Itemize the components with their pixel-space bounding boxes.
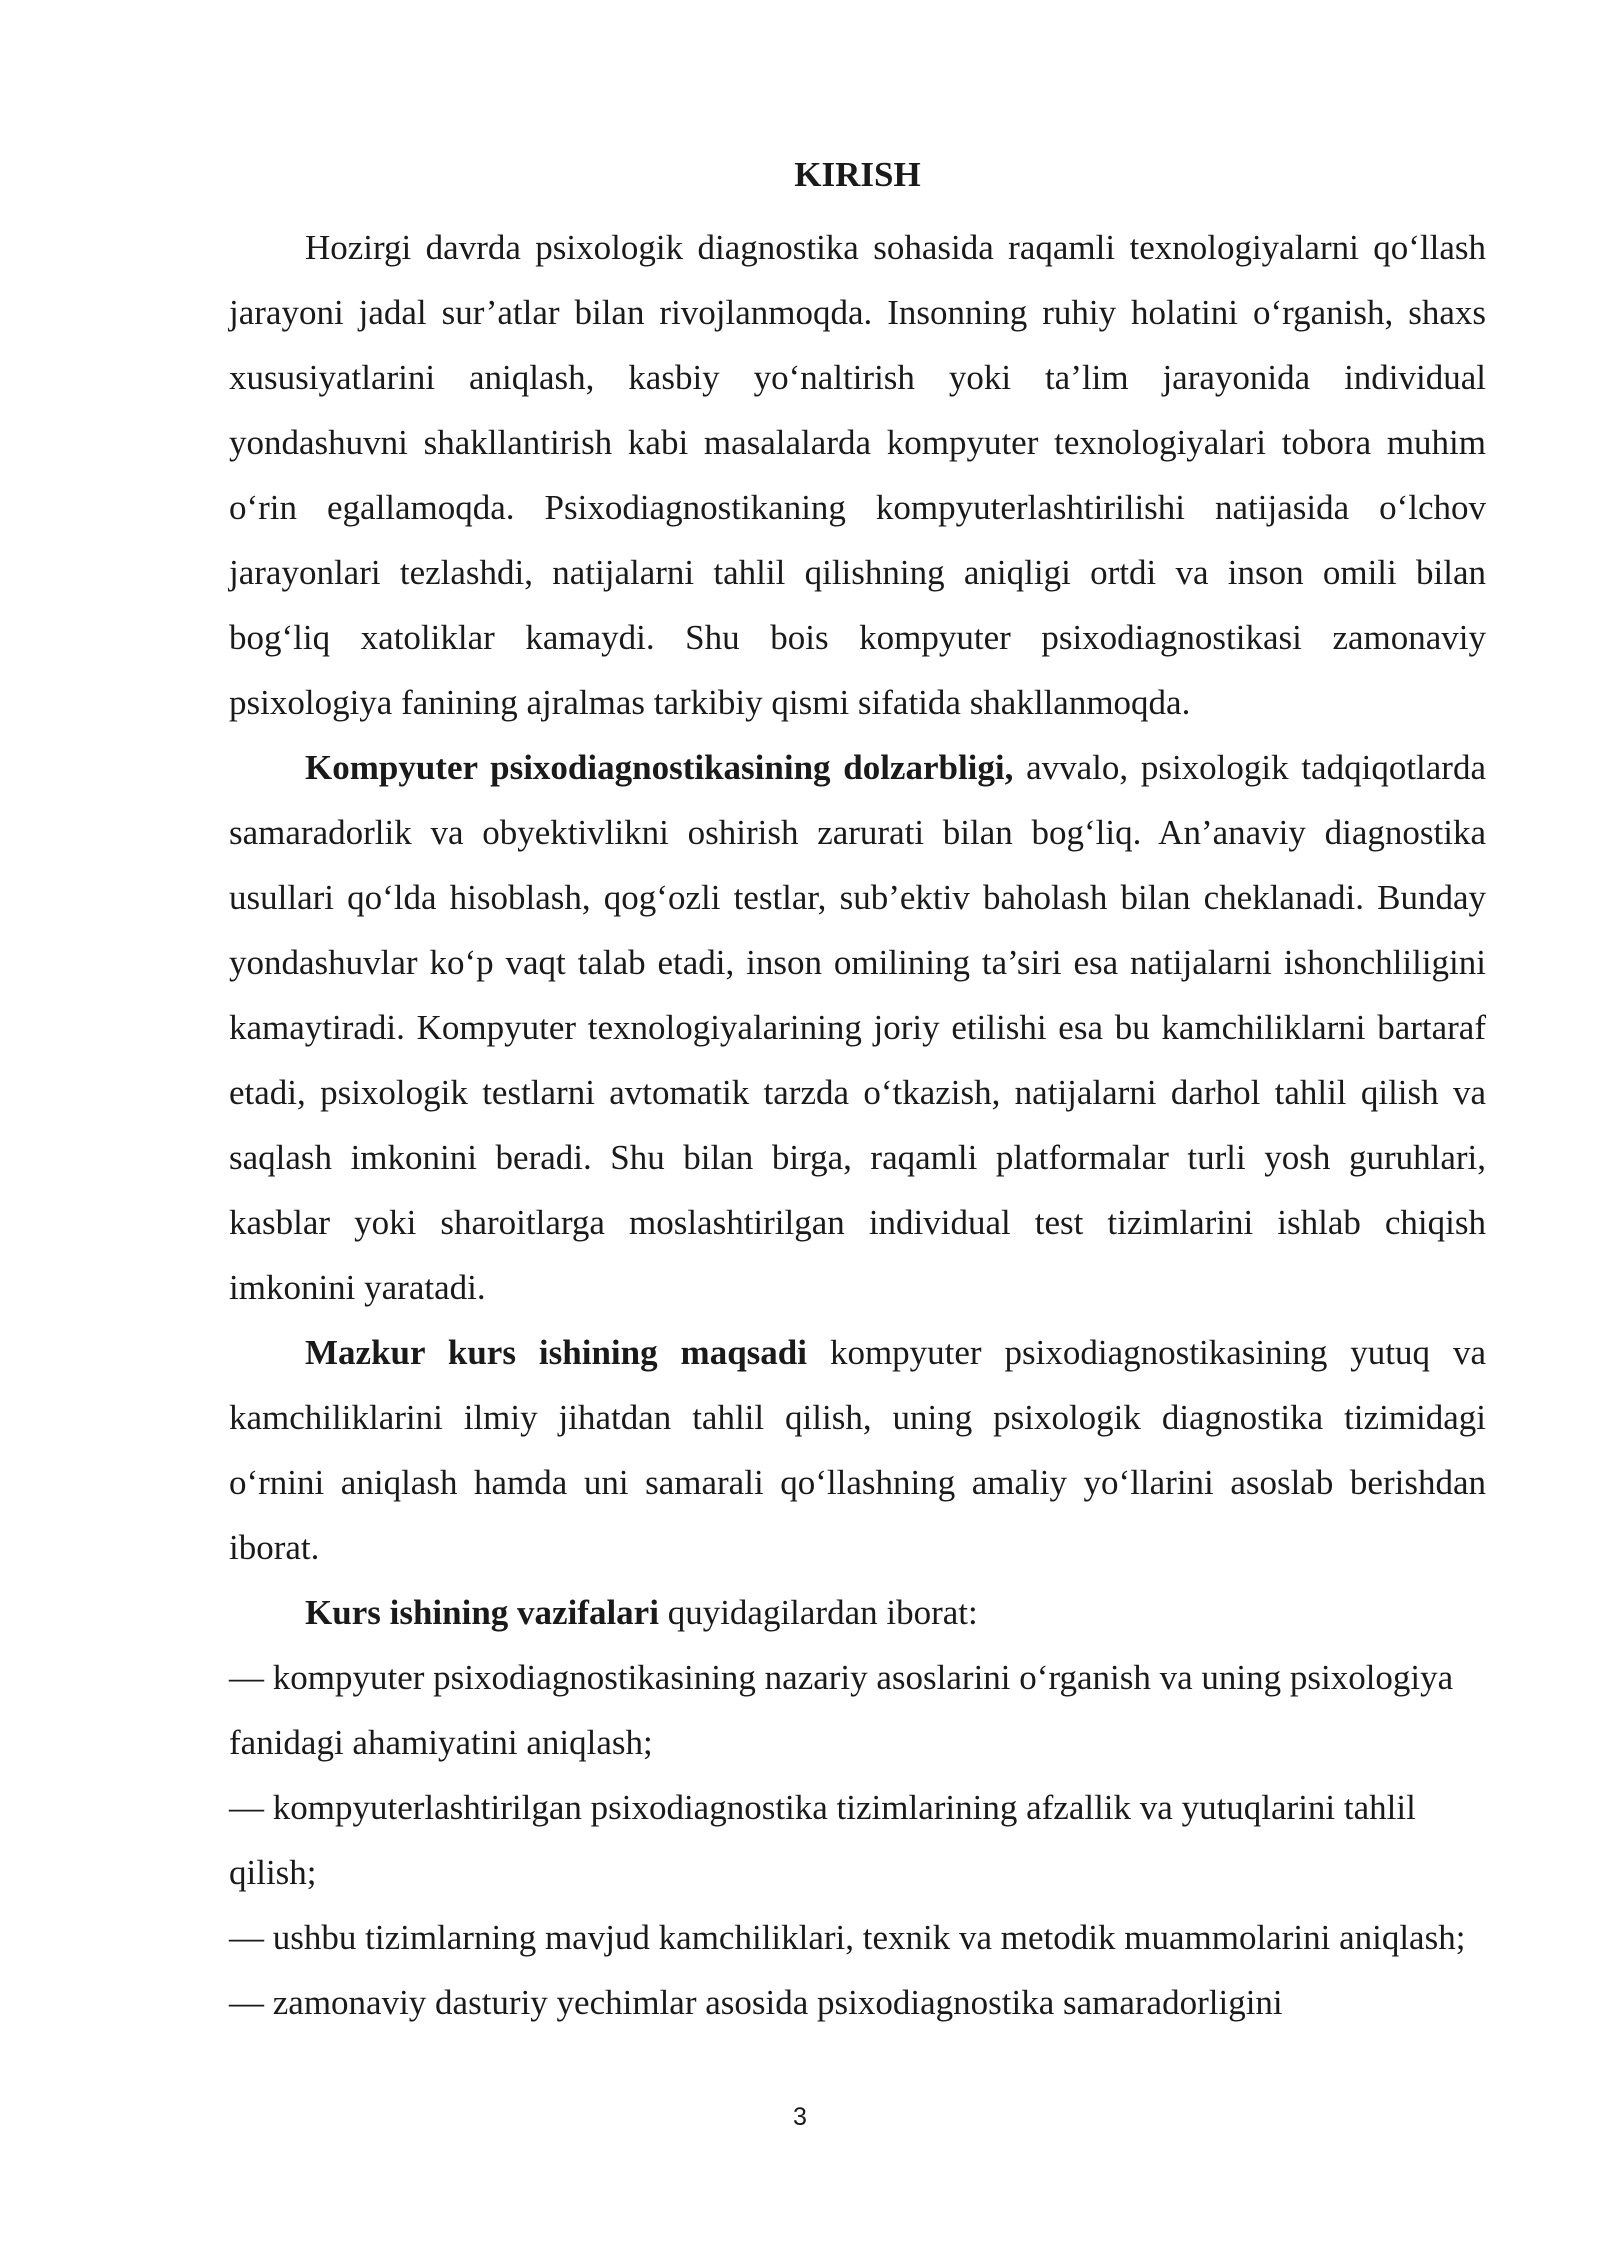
paragraph-text: avvalo, psixologik tadqiqotlarda samaradorlik va obyektivlikni oshirish zarurati bilan bog‘liq. An’anaviy diagnostika usullari qo‘lda hisoblash, qog‘ozli testlar, sub’ektiv baholash bilan cheklanadi. Bunday yondashuvlar ko‘p vaqt talab etadi, inson omilining ta’siri esa natijalarni ishonchliligini kamaytiradi. Kompyuter texnologiyalarining joriy etilishi esa bu kamchiliklarni bartaraf etadi, psixologik testlarni avtomatik tarzda o‘tkazish, natijalarni darhol tahlil qilish va saqlash imkonini beradi. Shu bilan birga, raqamli platformalar turli yosh guruhlari, kasblar yoki sharoitlarga moslashtirilgan individual test tizimlarini ishlab chiqish imkonini yaratadi. bbox=[229, 748, 1486, 1307]
paragraph-relevance bbox=[229, 735, 1486, 1320]
paragraph-lead: Mazkur kurs ishining maqsadi bbox=[305, 1333, 807, 1372]
paragraph-lead: Kurs ishining vazifalari bbox=[305, 1593, 659, 1632]
paragraph-tasks-intro bbox=[229, 1580, 1486, 1645]
page-number: 3 bbox=[793, 2103, 807, 2131]
task-item: — ushbu tizimlarning mavjud kamchiliklari, texnik va metodik muammolarini aniqlash; bbox=[229, 1918, 1466, 1957]
section-title: KIRISH bbox=[794, 155, 921, 194]
task-item: — kompyuterlashtirilgan psixodiagnostika tizimlarining afzallik va yutuqlarini tahlil qilish; bbox=[229, 1788, 1416, 1892]
task-list bbox=[229, 1645, 1486, 2035]
paragraph-text: Hozirgi davrda psixologik diagnostika sohasida raqamli texnologiyalarni qo‘llash jarayoni jadal sur’atlar bilan rivojlanmoqda. Insonning ruhiy holatini o‘rganish, shaxs xususiyatlarini aniqlash, kasbiy yo‘naltirish yoki ta’lim jarayonida individual yondashuvni shakllantirish kabi masalalarda kompyuter texnologiyalari tobora muhim o‘rin egallamoqda. Psixodiagnostikaning kompyuterlashtirilishi natijasida o‘lchov jarayonlari tezlashdi, natijalarni tahlil qilishning aniqligi ortdi va inson omili bilan bog‘liq xatoliklar kamaydi. Shu bois kompyuter psixodiagnostikasi zamonaviy psixologiya fanining ajralmas tarkibiy qismi sifatida shakllanmoqda. bbox=[229, 228, 1486, 722]
paragraph-text: kompyuter psixodiagnostikasining yutuq va kamchiliklarini ilmiy jihatdan tahlil qilish, uning psixologik diagnostika tizimidagi o‘rnini aniqlash hamda uni samarali qo‘llashning amaliy yo‘llarini asoslab berishdan iborat. bbox=[229, 1333, 1486, 1567]
paragraph-text: quyidagilardan iborat: bbox=[658, 1593, 978, 1632]
page-content bbox=[229, 150, 1486, 2035]
paragraph-goal bbox=[229, 1320, 1486, 1580]
task-item: — kompyuter psixodiagnostikasining nazariy asoslarini o‘rganish va uning psixologiya fanidagi ahamiyatini aniqlash; bbox=[229, 1658, 1454, 1762]
task-item: — zamonaviy dasturiy yechimlar asosida psixodiagnostika samaradorligini bbox=[229, 1983, 1283, 2022]
paragraph-lead: Kompyuter psixodiagnostikasining dolzarbligi, bbox=[305, 748, 1014, 787]
paragraph-introduction bbox=[229, 215, 1486, 735]
